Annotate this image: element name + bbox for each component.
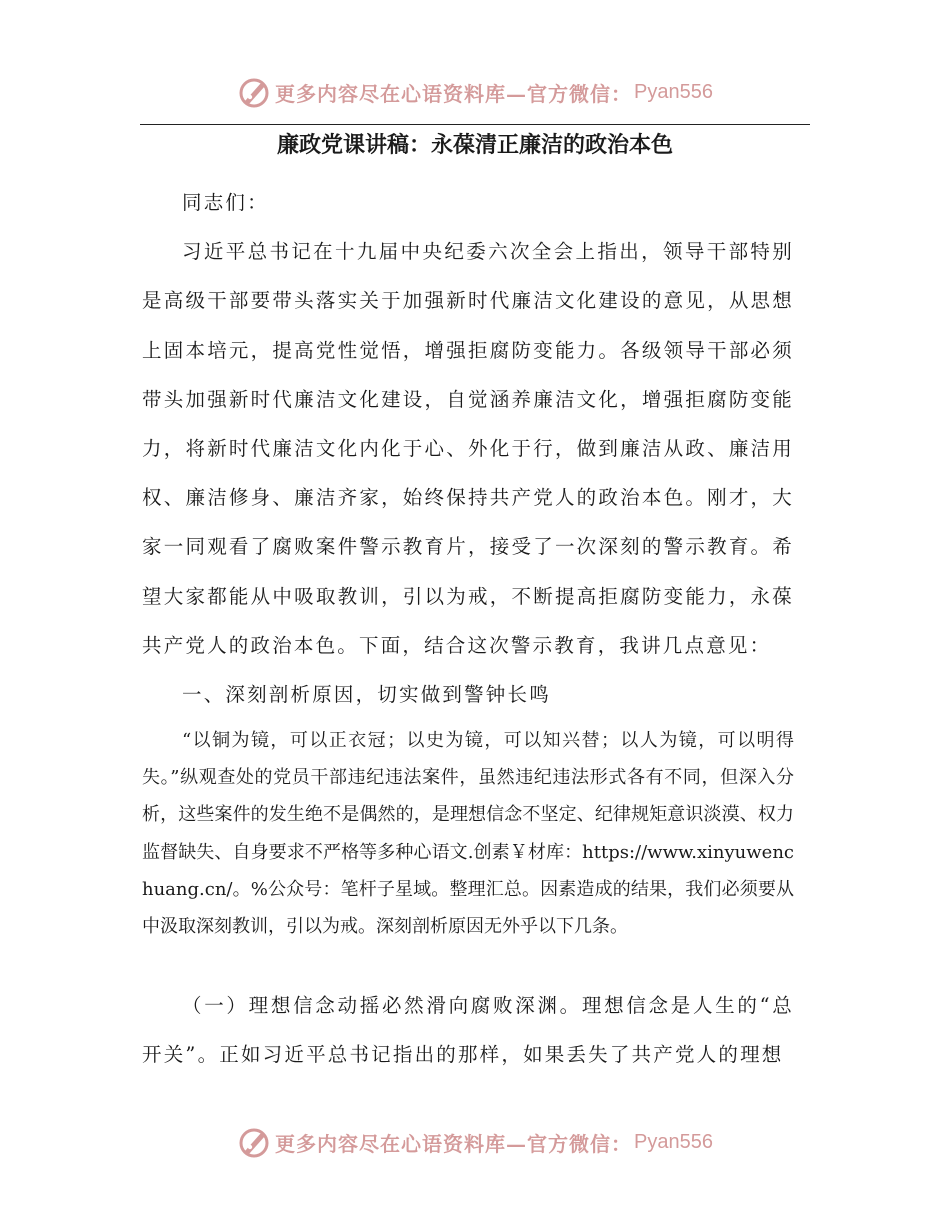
- header-wechat-id: Pyan556: [634, 80, 713, 103]
- header-banner-text: 更多内容尽在心语资料库—官方微信：: [275, 81, 633, 106]
- document-title: 廉政党课讲稿：永葆清正廉洁的政治本色: [276, 132, 673, 158]
- footer-banner: [0, 1122, 950, 1162]
- paragraph-intro: 习近平总书记在十九届中央纪委六次全会上指出，领导干部特别是高级干部要带头落实关于加强新时代廉洁文化建设的意见，从思想上固本培元，提高党性觉悟，增强拒腐防变能力。各级领导干部必须带头加强新时代廉洁文化建设，自觉涵养廉洁文化，增强拒腐防变能力，将新时代廉洁文化内化于心、外化于行，做到廉洁从政、廉洁用权、廉洁修身、廉洁齐家，始终保持共产党人的政治本色。刚才，大家一同观看了腐败案件警示教育片，接受了一次深刻的警示教育。希望大家都能从中吸取教训，引以为戒，不断提高拒腐防变能力，永葆共产党人的政治本色。下面，结合这次警示教育，我讲几点意见：: [142, 240, 794, 657]
- salutation: 同志们：: [182, 191, 269, 214]
- footer-banner-text: 更多内容尽在心语资料库—官方微信：: [275, 1131, 633, 1156]
- quote-block: [142, 722, 794, 945]
- pen-seal-logo-icon: [237, 1125, 271, 1159]
- sub-section-block: [142, 981, 794, 1079]
- section-heading: 一、深刻剖析原因，切实做到警钟长鸣: [182, 683, 551, 707]
- header-banner: [0, 72, 950, 112]
- paragraph-sub-1: （一）理想信念动摇必然滑向腐败深渊。理想信念是人生的“总开关”。正如习近平总书记指出的那样，如果丢失了共产党人的理想: [142, 994, 794, 1066]
- footer-wechat-id: Pyan556: [634, 1130, 713, 1153]
- paragraph-quote: “以铜为镜，可以正衣冠；以史为镜，可以知兴替；以人为镜，可以明得失。”纵观查处的党员干部违纪违法案件，虽然违纪违法形式各有不同，但深入分析，这些案件的发生绝不是偶然的，是理想信念不坚定、纪律规矩意识淡漠、权力监督缺失、自身要求不严格等多种心语文.创素￥材库：https://www.xinyuwenchuang.cn/。%公众号：笔杆子星域。整理汇总。因素造成的结果，我们必须要从中汲取深刻教训，引以为戒。深刻剖析原因无外乎以下几条。: [142, 730, 794, 938]
- header-rule: [140, 124, 810, 125]
- intro-block: [142, 178, 794, 719]
- pen-seal-logo-icon: [237, 75, 271, 109]
